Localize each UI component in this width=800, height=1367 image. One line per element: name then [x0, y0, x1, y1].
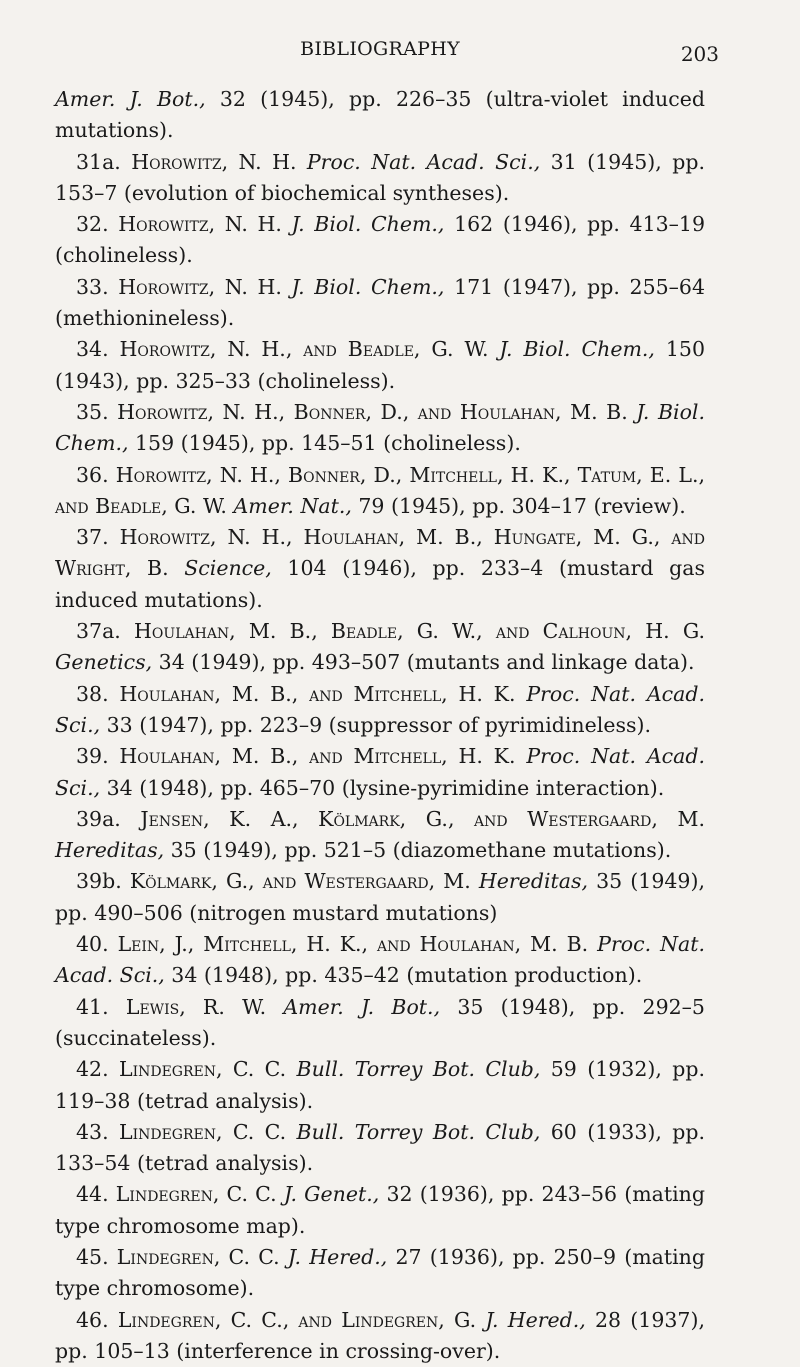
- entry-details: 35 (1949), pp. 521–5 (diazomethane mutations).: [164, 838, 672, 863]
- entry-details: 60 (1933), pp. 133–54 (tetrad analysis).: [55, 1119, 705, 1176]
- entry-number: 34.: [76, 337, 120, 362]
- entry-authors: Lindegren, C. C., and Lindegren, G.: [117, 1307, 477, 1332]
- bibliography-entry: [55, 84, 705, 147]
- entry-authors: Lindegren, C. C.: [115, 1182, 277, 1207]
- entry-number: 45.: [76, 1244, 117, 1269]
- entry-authors: Houlahan, M. B., Beadle, G. W., and Calhoun, H. G.: [134, 619, 706, 644]
- entry-journal: Amer. Nat.,: [233, 493, 352, 518]
- entry-details: 34 (1948), pp. 435–42 (mutation production).: [164, 963, 643, 988]
- entry-journal: Proc. Nat. Acad. Sci.,: [55, 681, 705, 737]
- bibliography-entry: [55, 804, 705, 867]
- entry-details: 171 (1947), pp. 255–64 (methionineless).: [55, 274, 705, 331]
- entry-authors: Houlahan, M. B., and Mitchell, H. K.: [119, 681, 516, 706]
- entry-authors: Lein, J., Mitchell, H. K., and Houlahan, M. B.: [117, 932, 589, 957]
- entry-number: 44.: [76, 1182, 116, 1207]
- entry-number: 35.: [76, 399, 118, 424]
- entry-number: 38.: [76, 681, 120, 706]
- page-header: [55, 38, 719, 68]
- entry-authors: Houlahan, M. B., and Mitchell, H. K.: [119, 744, 516, 769]
- bibliography-entry: [55, 992, 705, 1055]
- entry-journal: Amer. J. Bot.,: [283, 994, 441, 1019]
- bibliography-entry: [55, 679, 705, 742]
- entry-number: 31a.: [76, 149, 132, 174]
- entry-journal: J. Hered.,: [485, 1307, 586, 1332]
- entry-journal: Bull. Torrey Bot. Club,: [296, 1057, 541, 1082]
- entry-journal: Proc. Nat. Acad. Sci.,: [55, 744, 705, 800]
- entry-number: 40.: [76, 932, 118, 957]
- entry-number: 37a.: [76, 619, 135, 644]
- entry-authors: Horowitz, N. H., Houlahan, M. B., Hungate, M. G., and Wright, B.: [55, 525, 705, 581]
- entry-authors: Lindegren, C. C.: [118, 1057, 287, 1082]
- entry-authors: Kölmark, G., and Westergaard, M.: [129, 869, 471, 894]
- entry-details: 33 (1947), pp. 223–9 (suppressor of pyrimidineless).: [100, 712, 652, 737]
- entry-number: 33.: [76, 274, 119, 299]
- entry-number: 42.: [76, 1057, 119, 1082]
- entry-details: 59 (1932), pp. 119–38 (tetrad analysis).: [55, 1057, 705, 1113]
- entry-number: 32.: [76, 212, 119, 237]
- bibliography-entry: [55, 334, 705, 397]
- bibliography-entry: [55, 741, 705, 804]
- entry-journal: Hereditas,: [478, 869, 588, 894]
- entry-number: 39b.: [76, 869, 130, 894]
- bibliography-entry: [55, 1054, 705, 1117]
- entry-journal: Hereditas,: [55, 838, 165, 863]
- entry-details: 28 (1937), pp. 105–13 (interference in crossing-over).: [55, 1307, 705, 1363]
- entry-details: 79 (1945), pp. 304–17 (review).: [351, 493, 686, 518]
- entry-details: 159 (1945), pp. 145–51 (cholineless).: [128, 431, 521, 456]
- bibliography-entry: [55, 866, 705, 929]
- bibliography-list: [55, 84, 705, 1367]
- entry-details: 34 (1949), pp. 493–507 (mutants and linkage data).: [152, 650, 695, 675]
- entry-number: 46.: [76, 1307, 118, 1332]
- entry-authors: Lewis, R. W.: [125, 994, 267, 1019]
- entry-journal: J. Hered.,: [287, 1244, 388, 1269]
- entry-details: 35 (1949), pp. 490–506 (nitrogen mustard mutations): [55, 869, 705, 925]
- bibliography-entry: [55, 1117, 705, 1180]
- entry-authors: Horowitz, N. H., Bonner, D., and Houlahan, M. B.: [117, 399, 628, 424]
- entry-journal: Proc. Nat. Acad. Sci.,: [55, 932, 705, 988]
- bibliography-entry: [55, 929, 705, 992]
- entry-details: 31 (1945), pp. 153–7 (evolution of biochemical syntheses).: [55, 149, 705, 205]
- bibliography-entry: [55, 1305, 705, 1367]
- entry-authors: Horowitz, N. H.: [118, 274, 282, 299]
- entry-journal: Amer. J. Bot.,: [55, 87, 206, 111]
- entry-authors: Jensen, K. A., Kölmark, G., and Westergaard, M.: [140, 806, 705, 831]
- entry-details: 32 (1936), pp. 243–56 (mating type chromosome map).: [55, 1182, 705, 1238]
- entry-authors: Horowitz, N. H.: [131, 149, 297, 174]
- entry-journal: Bull. Torrey Bot. Club,: [296, 1119, 541, 1144]
- entry-journal: J. Biol. Chem.,: [291, 274, 445, 299]
- entry-journal: Science,: [184, 556, 272, 581]
- bibliography-entry: [55, 209, 705, 272]
- entry-journal: J. Biol. Chem.,: [499, 337, 655, 362]
- entry-authors: Horowitz, N. H.: [118, 212, 282, 237]
- entry-journal: Genetics,: [55, 650, 153, 675]
- entry-journal: J. Genet.,: [283, 1182, 380, 1207]
- entry-number: 41.: [76, 994, 126, 1019]
- entry-number: 43.: [76, 1119, 119, 1144]
- bibliography-entry: [55, 147, 705, 210]
- entry-details: 35 (1948), pp. 292–5 (succinateless).: [55, 994, 705, 1050]
- entry-authors: Horowitz, N. H., and Beadle, G. W.: [119, 337, 489, 362]
- entry-details: 34 (1948), pp. 465–70 (lysine-pyrimidine interaction).: [100, 775, 665, 800]
- entry-authors: Lindegren, C. C.: [118, 1119, 287, 1144]
- entry-details: 104 (1946), pp. 233–4 (mustard gas induced mutations).: [55, 556, 705, 612]
- entry-number: 39a.: [76, 806, 141, 831]
- page-number: 203: [680, 42, 719, 66]
- bibliography-entry: [55, 616, 705, 679]
- entry-number: 36.: [76, 462, 116, 487]
- entry-number: 37.: [76, 525, 120, 550]
- bibliography-entry: [55, 397, 705, 460]
- entry-journal: J. Biol. Chem.,: [291, 212, 445, 237]
- entry-authors: Horowitz, N. H., Bonner, D., Mitchell, H. K., Tatum, E. L., and Beadle, G. W.: [55, 462, 705, 518]
- bibliography-entry: [55, 272, 705, 335]
- entry-details: 162 (1946), pp. 413–19 (cholineless).: [55, 212, 705, 268]
- entry-details: 32 (1945), pp. 226–35 (ultra-violet induced mutations).: [55, 87, 705, 143]
- entry-number: 39.: [76, 744, 120, 769]
- bibliography-entry: [55, 1242, 705, 1305]
- entry-authors: Lindegren, C. C.: [116, 1244, 280, 1269]
- entry-details: 27 (1936), pp. 250–9 (mating type chromosome).: [55, 1244, 705, 1301]
- entry-journal: Proc. Nat. Acad. Sci.,: [306, 149, 541, 174]
- running-head: BIBLIOGRAPHY: [300, 38, 460, 60]
- entry-details: 150 (1943), pp. 325–33 (cholineless).: [55, 337, 705, 393]
- bibliography-entry: [55, 460, 705, 523]
- entry-journal: J. Biol. Chem.,: [55, 399, 705, 456]
- bibliography-entry: [55, 522, 705, 616]
- bibliography-entry: [55, 1179, 705, 1242]
